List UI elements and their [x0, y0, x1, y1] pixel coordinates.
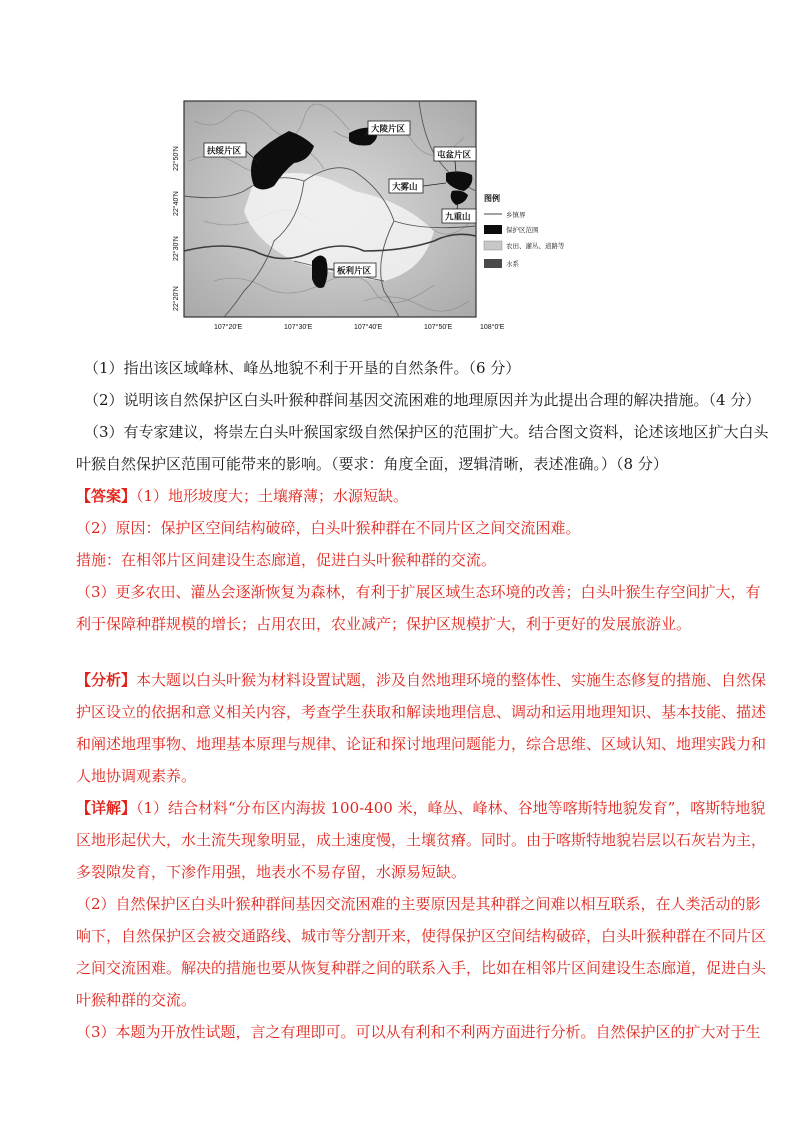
legend-item-township: 乡镇界: [506, 212, 526, 219]
protected-area-map: [173, 101, 565, 333]
question-3-line-2: 叶猴自然保护区范围可能带来的影响。（要求：角度全面，逻辑清晰，表述准确。）（8 分）: [76, 455, 668, 473]
analysis-line-3: 和阐述地理事物、地理基本原理与规律、论证和探讨地理问题能力，综合思维、区域认知、地理实践力和: [76, 735, 767, 753]
detail-tag: 【详解】: [76, 799, 137, 817]
question-3-line-1: （3）有专家建议，将崇左白头叶猴国家级自然保护区的范围扩大。结合图文资料，论述该地区扩大白头: [84, 423, 769, 441]
legend-item-farmland: 农田、灌丛、道路等: [506, 243, 565, 250]
lon-label-1: 107°20'E: [214, 324, 243, 331]
lat-label-4: 22°20'N: [173, 286, 180, 311]
legend-item-protected: 保护区范围: [506, 227, 539, 234]
legend-title: 图例: [484, 194, 500, 203]
label-tunpen: 屯盆片区: [437, 149, 472, 160]
label-dalingl: 大陵片区: [371, 123, 406, 134]
analysis-line-1: 【分析】本大题以白头叶猴为材料设置试题，涉及自然地理环境的整体性、实施生态修复的措施、自然保: [76, 671, 767, 689]
detail-line-2: 区地形起伏大，水土流失现象明显，成土速度慢，土壤贫瘠。同时。由于喀斯特地貌岩层以石灰岩为主，: [76, 831, 767, 849]
detail-line-1: 【详解】（1）结合材料“分布区内海拔 100-400 米，峰丛、峰林、谷地等喀斯特地貌发育”，喀斯特地貌: [76, 799, 766, 817]
lon-label-3: 107°40'E: [354, 324, 383, 331]
label-banli: 板利片区: [337, 265, 372, 276]
detail-line-6: 之间交流困难。解决的措施也要从恢复种群之间的联系入手，比如在相邻片区间建设生态廊道，促进白头: [76, 959, 767, 977]
lat-label-2: 22°40'N: [173, 191, 180, 216]
lat-label-3: 22°30'N: [173, 236, 180, 261]
answer-line-2: （2）原因：保护区空间结构破碎，白头叶猴种群在不同片区之间交流困难。: [76, 519, 581, 537]
detail-line-7: 叶猴种群的交流。: [76, 991, 197, 1009]
answer-line-4: （3）更多农田、灌丛会逐渐恢复为森林，有利于扩展区域生态环境的改善；白头叶猴生存空间扩大，有: [76, 583, 761, 601]
question-1: （1）指出该区域峰林、峰丛地貌不利于开垦的自然条件。（6 分）: [84, 359, 521, 377]
detail-line-3: 多裂隙发育，下渗作用强，地表水不易存留，水源易短缺。: [76, 863, 467, 881]
label-fusui: 扶绥片区: [207, 145, 242, 156]
answer-tag: 【答案】: [76, 487, 137, 505]
detail-line-4: （2）自然保护区白头叶猴种群间基因交流困难的主要原因是其种群之间难以相互联系，在人类活动的影: [76, 895, 761, 913]
detail-line-5: 响下，自然保护区会被交通路线、城市等分割开来，使得保护区空间结构破碎，白头叶猴种群在不同片区: [76, 927, 767, 945]
protected-area-banli: [312, 255, 328, 288]
answer-line-3: 措施：在相邻片区间建设生态廊道，促进白头叶猴种群的交流。: [76, 551, 497, 569]
analysis-line-4: 人地协调观素养。: [76, 767, 197, 785]
lat-label-1: 22°50'N: [173, 146, 180, 171]
legend-item-water: 水系: [506, 261, 519, 268]
lon-label-5: 108°0'E: [480, 324, 505, 331]
answer-line-1: 【答案】（1）地形坡度大；土壤瘠薄；水源短缺。: [76, 487, 409, 505]
label-jiuchongshan: 九重山: [445, 211, 471, 222]
label-dawushan: 大雾山: [392, 181, 418, 192]
analysis-tag: 【分析】: [76, 671, 137, 689]
question-2: （2）说明该自然保护区白头叶猴种群间基因交流困难的地理原因并为此提出合理的解决措施。（4 分）: [84, 391, 761, 409]
lon-label-4: 107°50'E: [424, 324, 453, 331]
lon-label-2: 107°30'E: [284, 324, 313, 331]
analysis-line-2: 护区设立的依据和意义相关内容，考查学生获取和解读地理信息、调动和运用地理知识、基本技能、描述: [76, 703, 767, 721]
detail-line-8: （3）本题为开放性试题，言之有理即可。可以从有利和不利两方面进行分析。自然保护区的扩大对于生: [76, 1023, 761, 1041]
answer-line-5: 利于保障种群规模的增长；占用农田，农业减产；保护区规模扩大，利于更好的发展旅游业。: [76, 615, 692, 633]
